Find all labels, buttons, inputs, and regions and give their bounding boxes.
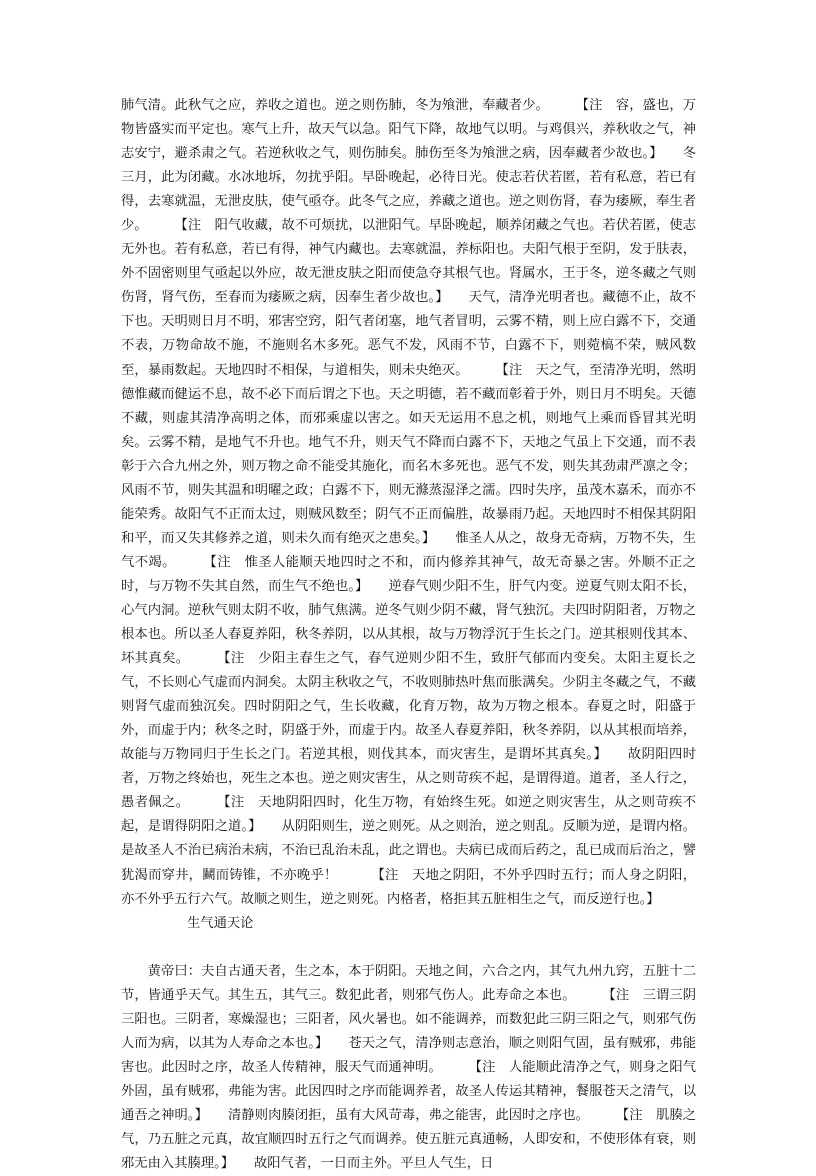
- document-page: [121, 94, 696, 1176]
- text-paragraph: 黄帝曰：夫自古通天者，生之本，本于阴阳。天地之间，六合之内，其气九州九窍，五脏十二节，皆通乎天气。其生五，其气三。数犯此者，则邪气伤人。此寿命之本也。 【注 三谓三阴三阳也。三阴者，寒燥湿也；三阳者，风火暑也。如不能调养，而数犯此三阴三阳之气，则邪气伤人而为病，以其为人寿命之本也。】 苍天之气，清净则志意治，顺之则阳气固，虽有贼邪，弗能害也。此因时之序，故圣人传精神，服天气而通神明。 【注 人能顺此清净之气，则身之阳气外固，虽有贼邪，弗能为害。此因四时之序而能调养者，故圣人传运其精神，餐服苍天之清气，以通吾之神明。】 清静则肉腠闭拒，虽有大风苛毒，弗之能害，此因时之序也。 【注 肌腠之气，乃五脏之元真，故宜顺四时五行之气而调养。使五脏元真通畅，人即安和，不使形体有衰，则邪无由入其腠理。】 故阳气者，一日而主外。平旦人气生，日: [121, 963, 696, 1171]
- section-heading: 生气通天论: [187, 915, 254, 931]
- text-paragraph: 肺气清。此秋气之应，养收之道也。逆之则伤肺，冬为飧泄，奉藏者少。 【注 容，盛也，万物皆盛实而平定也。寒气上升，故天气以急。阳气下降，故地气以明。与鸡俱兴，养秋收之气，神志安宁，避杀肃之气。若逆秋收之气，则伤肺矣。肺伤至冬为飧泄之病，因奉藏者少故也。】 冬三月，此为闭藏。水冰地坼，勿扰乎阳。早卧晚起，必待日光。使志若伏若匿，若有私意，若已有得，去寒就温，无泄皮肤，使气亟夺。此冬气之应，养藏之道也。逆之则伤肾，春为痿厥，奉生者少。 【注 阳气收藏，故不可烦扰，以泄阳气。早卧晚起，顺养闭藏之气也。若伏若匿，使志无外也。若有私意，若已有得，神气内藏也。去寒就温，养标阳也。夫阳气根于至阴，发于肤表，外不固密则里气亟起以外应，故无泄皮肤之阳而使急夺其根气也。肾属水，王于冬，逆冬藏之气则伤肾，肾气伤，至春而为痿厥之病，因奉生者少故也。】 天气，清净光明者也。藏德不止，故不下也。天明则日月不明，邪害空窍，阳气者闭塞，地气者冒明，云雾不精，则上应白露不下，交通不表，万物命故不施，不施则名木多死。恶气不发，风雨不节，白露不下，则菀槁不荣，贼风数至，暴雨数起。天地四时不相保，与道相失，则未央绝灭。 【注 天之气，至清净光明，然明德惟藏而健运不息，故不必下而后谓之下也。天之明德，若不藏而彰着于外，则日月不明矣。天德不藏，则虚其清净高明之体，而邪乘虚以害之。如天无运用不息之机，则地气上乘而昏冒其光明矣。云雾不精，是地气不升也。地气不升，则天气不降而白露不下，天地之气虽上下交通，而不表彰于六合九州之外，则万物之命不能受其施化，而名木多死也。恶气不发，则失其劲肃严凛之令；风雨不节，则失其温和明曜之政；白露不下，则无滌蒸湿泽之濡。四时失序，虽茂木嘉禾，而亦不能荣秀。故阳气不正而太过，则贼风数至；阴气不正而偏胜，故暴雨乃起。天地四时不相保其阴阳和平，而又失其修养之道，则未久而有绝灭之患矣。】 惟圣人从之，故身无奇病，万物不失，生气不竭。 【注 惟圣人能顺天地四时之不和，而内修养其神气，故无奇暴之害。外顺不正之时，与万物不失其自然，而生气不绝也。】 逆春气则少阳不生，肝气内变。逆夏气则太阳不长，心气内洞。逆秋气则太阴不收，肺气焦满。逆冬气则少阴不藏，肾气独沉。夫四时阴阳者，万物之根本也。所以圣人春夏养阳，秋冬养阴，以从其根，故与万物浮沉于生长之门。逆其根则伐其本、坏其真矣。 【注 少阳主春生之气，春气逆则少阳不生，致肝气郁而内变矣。太阳主夏长之气，不长则心气虚而内洞矣。太阴主秋收之气，不收则肺热叶焦而胀满矣。少阴主冬藏之气，不藏则肾气虚而独沉矣。四时阴阳之气，生长收藏，化育万物，故为万物之根本。春夏之时，阳盛于外，而虚于内；秋冬之时，阴盛于外，而虚于内。故圣人春夏养阳，秋冬养阴，以从其根而培养，故能与万物同归于生长之门。若逆其根，则伐其本，而灾害生，是谓坏其真矣。】 故阴阳四时者，万物之终始也，死生之本也。逆之则灾害生，从之则苛疾不起，是谓得道。道者，圣人行之，愚者佩之。 【注 天地阴阳四时，化生万物，有始终生死。如逆之则灾害生，从之则苛疾不起，是谓得阴阳之道。】 从阴阳则生，逆之则死。从之则治，逆之则乱。反顺为逆，是谓内格。是故圣人不治已病治未病，不治已乱治未乱，此之谓也。夫病已成而后药之，乱已成而后治之，譬犹渴而穿井，鬭而铸锥，不亦晚乎！ 【注 天地之阴阳，不外乎四时五行；而人身之阴阳，亦不外乎五行六气。故顺之则生，逆之则死。内格者，格拒其五脏相生之气，而反逆行也。】: [121, 98, 696, 907]
- blank-line: [121, 936, 696, 960]
